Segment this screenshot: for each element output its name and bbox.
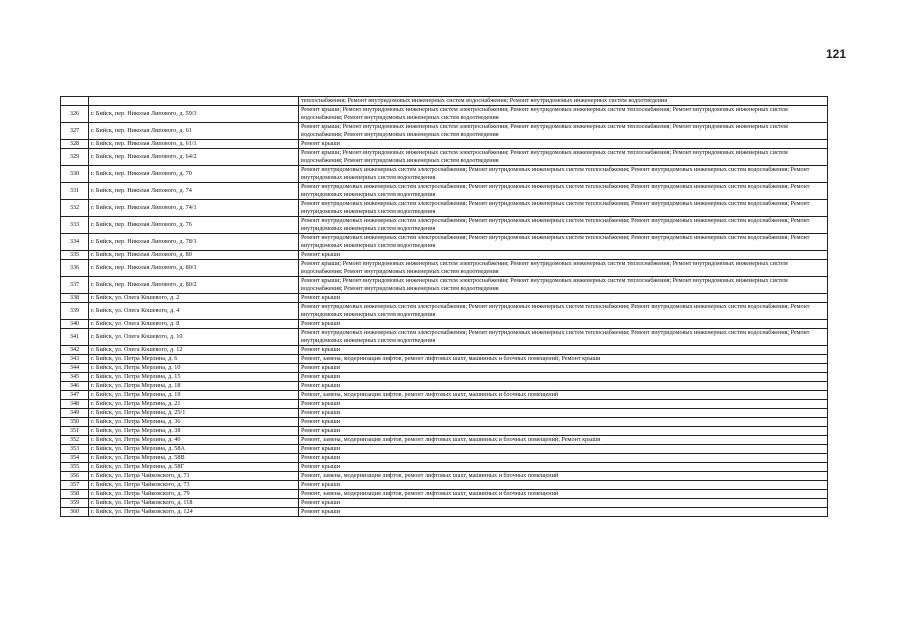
table-row (61, 454, 828, 463)
table-row (61, 294, 828, 303)
address-cell: г. Бийск, пер. Николая Липового, д. 64/2 (89, 149, 299, 166)
work-type-cell: Ремонт внутридомовых инженерных систем электроснабжения; Ремонт внутридомовых инженерных систем теплоснабжения; Ремонт внутридомовых инженерных систем водоснабжения; Ремонт внутридомовых инженерных систем водоотведения (299, 166, 828, 183)
work-type-cell: Ремонт внутридомовых инженерных систем электроснабжения; Ремонт внутридомовых инженерных систем теплоснабжения; Ремонт внутридомовых инженерных систем водоснабжения; Ремонт внутридомовых инженерных систем водоотведения (299, 183, 828, 200)
address-cell: г. Бийск, пер. Николая Липового, д. 74/1 (89, 200, 299, 217)
work-type-cell: Ремонт крыши (299, 445, 828, 454)
address-cell: г. Бийск, ул. Петра Мерлина, д. 19 (89, 391, 299, 400)
row-number-cell: 336 (61, 260, 89, 277)
address-cell: г. Бийск, пер. Николая Липового, д. 70 (89, 166, 299, 183)
address-cell: г. Бийск, ул. Олега Кошевого, д. 8 (89, 320, 299, 329)
row-number-cell: 342 (61, 346, 89, 355)
table-row (61, 320, 828, 329)
row-number-cell: 330 (61, 166, 89, 183)
table-row (61, 217, 828, 234)
row-number-cell: 344 (61, 364, 89, 373)
address-cell: г. Бийск, пер. Николая Липового, д. 61 (89, 123, 299, 140)
table-row (61, 427, 828, 436)
table-row (61, 499, 828, 508)
row-number-cell: 347 (61, 391, 89, 400)
table-row (61, 260, 828, 277)
work-type-cell: Ремонт, замена, модернизация лифтов, ремонт лифтовых шахт, машинных и блочных помещений (299, 472, 828, 481)
row-number-cell: 326 (61, 106, 89, 123)
work-type-cell: Ремонт, замена, модернизация лифтов, ремонт лифтовых шахт, машинных и блочных помещений; Ремонт крыши (299, 436, 828, 445)
row-number-cell: 355 (61, 463, 89, 472)
work-type-cell: Ремонт внутридомовых инженерных систем электроснабжения; Ремонт внутридомовых инженерных систем теплоснабжения; Ремонт внутридомовых инженерных систем водоснабжения; Ремонт внутридомовых инженерных систем водоотведения (299, 200, 828, 217)
address-cell: г. Бийск, пер. Николая Липового, д. 80/1 (89, 260, 299, 277)
row-number-cell: 328 (61, 140, 89, 149)
work-type-cell: Ремонт крыши (299, 409, 828, 418)
table-row (61, 277, 828, 294)
address-cell: г. Бийск, пер. Николая Липового, д. 80/2 (89, 277, 299, 294)
address-cell: г. Бийск, ул. Олега Кошевого, д. 2 (89, 294, 299, 303)
address-cell: г. Бийск, ул. Петра Мерлина, д. 10 (89, 364, 299, 373)
table-row (61, 391, 828, 400)
table-row (61, 463, 828, 472)
address-cell: г. Бийск, ул. Олега Кошевого, д. 4 (89, 303, 299, 320)
address-cell: г. Бийск, пер. Николая Липового, д. 59/3 (89, 106, 299, 123)
work-type-cell: Ремонт крыши (299, 463, 828, 472)
address-cell: г. Бийск, ул. Петра Мерлина, д. 36 (89, 418, 299, 427)
address-cell: г. Бийск, ул. Олега Кошевого, д. 10 (89, 329, 299, 346)
row-number-cell: 350 (61, 418, 89, 427)
table-row (61, 251, 828, 260)
address-cell: г. Бийск, пер. Николая Липового, д. 80 (89, 251, 299, 260)
work-type-cell: Ремонт крыши (299, 364, 828, 373)
address-cell: г. Бийск, ул. Петра Чайковского, д. 73 (89, 481, 299, 490)
work-type-cell: Ремонт крыши (299, 481, 828, 490)
address-cell (89, 97, 299, 106)
work-type-cell: Ремонт крыши (299, 499, 828, 508)
row-number-cell: 340 (61, 320, 89, 329)
row-number-cell: 352 (61, 436, 89, 445)
table-row (61, 123, 828, 140)
work-type-cell: Ремонт внутридомовых инженерных систем электроснабжения; Ремонт внутридомовых инженерных систем теплоснабжения; Ремонт внутридомовых инженерных систем водоснабжения; Ремонт внутридомовых инженерных систем водоотведения (299, 234, 828, 251)
address-cell: г. Бийск, ул. Петра Чайковского, д. 71 (89, 472, 299, 481)
work-type-cell: Ремонт крыши; Ремонт внутридомовых инженерных систем электроснабжения; Ремонт внутридомовых инженерных систем теплоснабжения; Ремонт внутридомовых инженерных систем водоснабжения; Ремонт внутридомовых инженерных систем водоотведения (299, 277, 828, 294)
row-number-cell: 329 (61, 149, 89, 166)
address-cell: г. Бийск, ул. Петра Мерлина, д. 6 (89, 355, 299, 364)
row-number-cell: 343 (61, 355, 89, 364)
work-type-cell: Ремонт крыши (299, 373, 828, 382)
row-number-cell: 353 (61, 445, 89, 454)
row-number-cell: 338 (61, 294, 89, 303)
table-row (61, 183, 828, 200)
table-row (61, 481, 828, 490)
row-number-cell: 337 (61, 277, 89, 294)
work-type-cell: теплоснабжения; Ремонт внутридомовых инженерных систем водоснабжения; Ремонт внутридомовых инженерных систем водоотведения (299, 97, 828, 106)
address-cell: г. Бийск, ул. Петра Мерлина, д. 58А (89, 445, 299, 454)
work-type-cell: Ремонт крыши (299, 427, 828, 436)
work-type-cell: Ремонт крыши (299, 400, 828, 409)
table-row (61, 490, 828, 499)
table-row (61, 436, 828, 445)
table-body (61, 97, 828, 517)
work-type-cell: Ремонт крыши (299, 251, 828, 260)
row-number-cell: 357 (61, 481, 89, 490)
table-row (61, 472, 828, 481)
address-cell: г. Бийск, ул. Петра Мерлина, д. 15 (89, 373, 299, 382)
row-number-cell: 358 (61, 490, 89, 499)
works-table (60, 96, 828, 517)
row-number-cell: 346 (61, 382, 89, 391)
table-row (61, 140, 828, 149)
address-cell: г. Бийск, ул. Петра Мерлина, д. 40 (89, 436, 299, 445)
table-row (61, 200, 828, 217)
address-cell: г. Бийск, ул. Петра Мерлина, д. 38 (89, 427, 299, 436)
row-number-cell: 341 (61, 329, 89, 346)
work-type-cell: Ремонт внутридомовых инженерных систем электроснабжения; Ремонт внутридомовых инженерных систем теплоснабжения; Ремонт внутридомовых инженерных систем водоснабжения; Ремонт внутридомовых инженерных систем водоотведения (299, 217, 828, 234)
table-row (61, 329, 828, 346)
work-type-cell: Ремонт крыши (299, 346, 828, 355)
table-row (61, 234, 828, 251)
table-row (61, 106, 828, 123)
work-type-cell: Ремонт крыши (299, 140, 828, 149)
work-type-cell: Ремонт крыши; Ремонт внутридомовых инженерных систем электроснабжения; Ремонт внутридомовых инженерных систем теплоснабжения; Ремонт внутридомовых инженерных систем водоснабжения; Ремонт внутридомовых инженерных систем водоотведения (299, 260, 828, 277)
table-row (61, 418, 828, 427)
row-number-cell: 331 (61, 183, 89, 200)
table-row (61, 346, 828, 355)
row-number-cell: 354 (61, 454, 89, 463)
table-row (61, 508, 828, 517)
table-row (61, 373, 828, 382)
table-row (61, 400, 828, 409)
row-number-cell: 339 (61, 303, 89, 320)
address-cell: г. Бийск, ул. Петра Мерлина, д. 18 (89, 382, 299, 391)
row-number-cell: 335 (61, 251, 89, 260)
row-number-cell: 334 (61, 234, 89, 251)
table-row (61, 382, 828, 391)
row-number-cell: 356 (61, 472, 89, 481)
row-number-cell: 332 (61, 200, 89, 217)
row-number-cell (61, 97, 89, 106)
table-row (61, 364, 828, 373)
table-row (61, 149, 828, 166)
work-type-cell: Ремонт крыши (299, 294, 828, 303)
table-row (61, 303, 828, 320)
row-number-cell: 360 (61, 508, 89, 517)
work-type-cell: Ремонт крыши; Ремонт внутридомовых инженерных систем электроснабжения; Ремонт внутридомовых инженерных систем теплоснабжения; Ремонт внутридомовых инженерных систем водоснабжения; Ремонт внутридомовых инженерных систем водоотведения (299, 149, 828, 166)
work-type-cell: Ремонт крыши (299, 454, 828, 463)
row-number-cell: 359 (61, 499, 89, 508)
address-cell: г. Бийск, ул. Петра Чайковского, д. 118 (89, 499, 299, 508)
row-number-cell: 327 (61, 123, 89, 140)
work-type-cell: Ремонт крыши; Ремонт внутридомовых инженерных систем электроснабжения; Ремонт внутридомовых инженерных систем теплоснабжения; Ремонт внутридомовых инженерных систем водоснабжения; Ремонт внутридомовых инженерных систем водоотведения (299, 123, 828, 140)
table-row (61, 355, 828, 364)
work-type-cell: Ремонт крыши; Ремонт внутридомовых инженерных систем электроснабжения; Ремонт внутридомовых инженерных систем теплоснабжения; Ремонт внутридомовых инженерных систем водоснабжения; Ремонт внутридомовых инженерных систем водоотведения (299, 106, 828, 123)
work-type-cell: Ремонт, замена, модернизация лифтов, ремонт лифтовых шахт, машинных и блочных помещений; Ремонт крыши (299, 355, 828, 364)
address-cell: г. Бийск, пер. Николая Липового, д. 74 (89, 183, 299, 200)
address-cell: г. Бийск, ул. Петра Чайковского, д. 79 (89, 490, 299, 499)
work-type-cell: Ремонт внутридомовых инженерных систем электроснабжения; Ремонт внутридомовых инженерных систем теплоснабжения; Ремонт внутридомовых инженерных систем водоснабжения; Ремонт внутридомовых инженерных систем водоотведения (299, 303, 828, 320)
address-cell: г. Бийск, ул. Олега Кошевого, д. 12 (89, 346, 299, 355)
address-cell: г. Бийск, ул. Петра Мерлина, д. 58Г (89, 463, 299, 472)
table-row (61, 409, 828, 418)
page-number: 121 (825, 47, 846, 61)
row-number-cell: 351 (61, 427, 89, 436)
address-cell: г. Бийск, ул. Петра Чайковского, д. 124 (89, 508, 299, 517)
work-type-cell: Ремонт, замена, модернизация лифтов, ремонт лифтовых шахт, машинных и блочных помещений (299, 391, 828, 400)
row-number-cell: 349 (61, 409, 89, 418)
address-cell: г. Бийск, ул. Петра Мерлина, д. 25/1 (89, 409, 299, 418)
row-number-cell: 333 (61, 217, 89, 234)
table-row (61, 445, 828, 454)
work-type-cell: Ремонт крыши (299, 320, 828, 329)
table-row (61, 97, 828, 106)
work-type-cell: Ремонт внутридомовых инженерных систем электроснабжения; Ремонт внутридомовых инженерных систем теплоснабжения; Ремонт внутридомовых инженерных систем водоснабжения; Ремонт внутридомовых инженерных систем водоотведения (299, 329, 828, 346)
work-type-cell: Ремонт крыши (299, 508, 828, 517)
row-number-cell: 348 (61, 400, 89, 409)
address-cell: г. Бийск, ул. Петра Мерлина, д. 21 (89, 400, 299, 409)
address-cell: г. Бийск, пер. Николая Липового, д. 61/1 (89, 140, 299, 149)
work-type-cell: Ремонт, замена, модернизация лифтов, ремонт лифтовых шахт, машинных и блочных помещений (299, 490, 828, 499)
address-cell: г. Бийск, ул. Петра Мерлина, д. 58В (89, 454, 299, 463)
row-number-cell: 345 (61, 373, 89, 382)
table-row (61, 166, 828, 183)
address-cell: г. Бийск, пер. Николая Липового, д. 78/1 (89, 234, 299, 251)
work-type-cell: Ремонт крыши (299, 418, 828, 427)
work-type-cell: Ремонт крыши (299, 382, 828, 391)
address-cell: г. Бийск, пер. Николая Липового, д. 76 (89, 217, 299, 234)
